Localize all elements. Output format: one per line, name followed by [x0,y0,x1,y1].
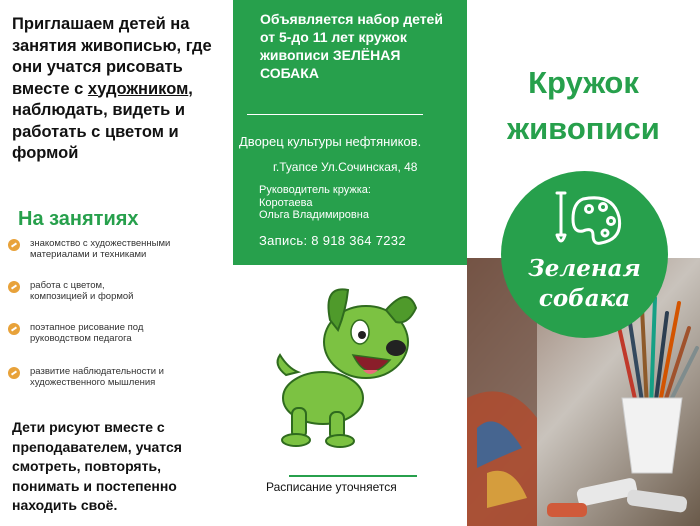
bullet-item [8,322,228,344]
bullet-text: знакомство с художественными материалами и техниками [30,238,171,260]
divider [247,114,423,115]
pencil-bullet-icon [8,323,20,335]
bullet-text: поэтапное рисование под руководством педагога [30,322,144,344]
middle-panel [233,0,467,526]
schedule-note: Расписание уточняется [266,480,397,494]
logo-text-line-2: собака [538,285,631,312]
pencil-bullet-icon [8,367,20,379]
club-title [467,60,700,152]
club-title-line-2: живописи [507,111,660,146]
announcement-headline: Объявляется набор детей от 5-до 11 лет кружок живописи ЗЕЛЁНАЯ СОБАКА [260,11,443,81]
bullet-item [8,238,228,260]
section-title: На занятиях [18,208,139,230]
intro-part-1: Приглашаем детей на занятия живописью, где они учатся рисовать вместе с [12,15,212,98]
right-panel [467,0,700,526]
leader-info [259,184,429,222]
left-panel [0,0,233,526]
schedule-divider [289,475,417,477]
intro-underlined-word: художником [87,79,189,98]
pencil-bullet-icon [8,281,20,293]
bullet-item [8,280,228,302]
logo-text-line-1: Зеленая [528,255,641,282]
phone-number: Запись: 8 918 364 7232 [259,233,406,248]
pencil-bullet-icon [8,239,20,251]
intro-part-2: , наблюдать, видеть и работать с цветом и формой [12,79,193,162]
organization-name: Дворец культуры нефтяников. [239,134,422,149]
palette-brush-icon [553,189,623,251]
announcement-box [233,0,467,265]
address: г.Туапсе Ул.Сочинская, 48 [273,160,418,174]
leader-label: Руководитель кружка: [259,184,371,196]
bullet-text: развитие наблюдательности и художественного мышления [30,366,164,388]
intro-text [12,14,227,165]
leader-surname: Коротаева [259,196,313,209]
dog-illustration [268,280,418,450]
bullet-text: работа с цветом, композицией и формой [30,280,134,302]
bullet-item [8,366,228,388]
leader-name: Ольга Владимировна [259,209,369,221]
outro-text: Дети рисуют вместе с преподавателем, учатся смотреть, повторять, понимать и постепенно находить своё. [12,419,182,513]
logo-badge [501,171,668,338]
club-title-line-1: Кружок [528,65,639,100]
